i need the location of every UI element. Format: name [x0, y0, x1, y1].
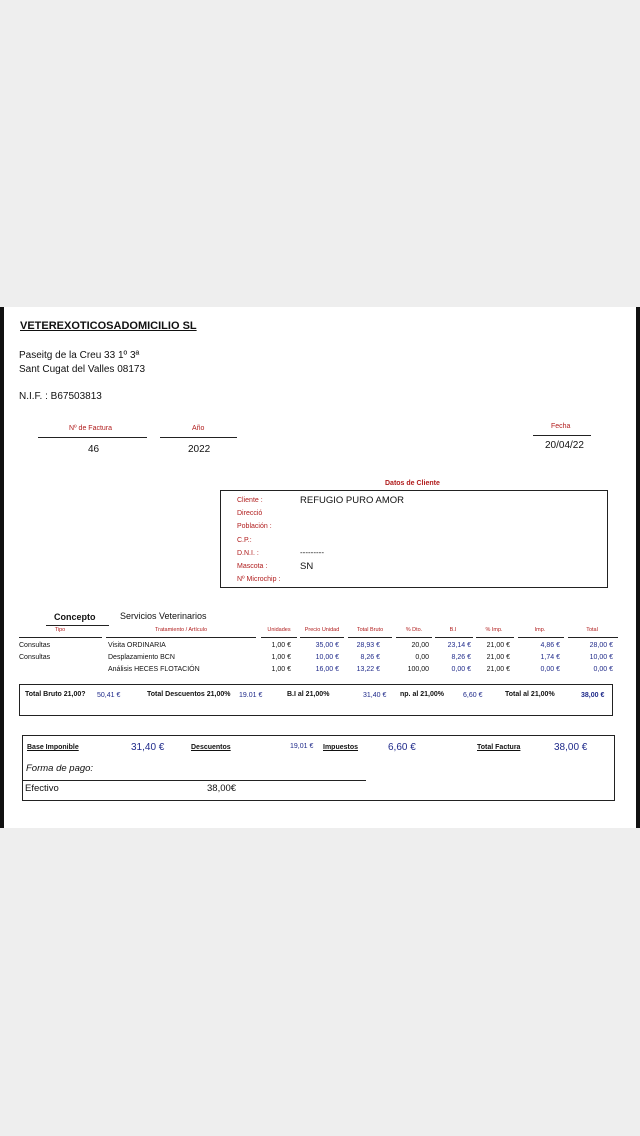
client-city-label: Población : — [237, 523, 272, 530]
totals-box — [19, 684, 613, 716]
client-name-value: REFUGIO PURO AMOR — [300, 495, 404, 506]
cell-total: 28,00 € — [589, 642, 613, 649]
th-tratamiento: Tratamiento / Artículo — [154, 627, 208, 633]
th-imp: Imp. — [534, 627, 546, 633]
total-bruto-value: 50,41 € — [97, 692, 121, 699]
th-rule — [106, 637, 256, 638]
payment-amount: 38,00€ — [207, 783, 237, 794]
client-dni-value: --------- — [300, 548, 324, 557]
invoice-number-line — [38, 437, 147, 438]
th-rule — [568, 637, 618, 638]
base-imponible-value: 31,40 € — [131, 742, 165, 753]
th-unidades: Unidades — [267, 627, 291, 633]
invoice-number-label: Nº de Factura — [69, 425, 113, 432]
client-address-label: Direcció — [237, 510, 263, 517]
client-microchip-label: Nº Microchip : — [237, 576, 281, 583]
th-rule — [300, 637, 344, 638]
cell-bi: 23,14 € — [447, 642, 471, 649]
th-precio-unidad: Precio Unidad — [304, 627, 340, 633]
cell-bruto: 8,26 € — [360, 654, 380, 661]
cell-unidades: 1,00 € — [271, 654, 291, 661]
concept-tab: Concepto — [54, 612, 96, 622]
concept-tab-underline — [46, 625, 109, 626]
total-factura-value: 38,00 € — [554, 742, 588, 753]
client-section-title: Datos de Cliente — [385, 480, 440, 487]
payment-method: Efectivo — [25, 783, 59, 794]
cell-precio: 16,00 € — [315, 666, 339, 673]
imp-value: 6,60 € — [463, 692, 483, 699]
cell-total: 10,00 € — [589, 654, 613, 661]
th-bi: B.I — [449, 627, 457, 633]
client-cp-label: C.P.: — [237, 537, 252, 544]
cell-imp: 0,00 € — [540, 666, 560, 673]
th-pct-imp: % Imp. — [485, 627, 503, 633]
invoice-year-label: Año — [192, 425, 205, 432]
base-imponible-label: Base Imponible — [27, 744, 79, 751]
company-address-line1: Paseitg de la Creu 33 1º 3ª — [19, 350, 140, 361]
cell-pct-imp: 21,00 € — [486, 642, 510, 649]
bi-label: B.I al 21,00% — [287, 691, 330, 698]
company-nif: N.I.F. : B67503813 — [19, 391, 102, 402]
cell-dto: 100,00 — [407, 666, 429, 673]
cell-tratamiento: Desplazamiento BCN — [108, 654, 175, 661]
th-rule — [518, 637, 564, 638]
client-box — [220, 490, 608, 588]
th-dto: % Dto. — [405, 627, 423, 633]
concept-value: Servicios Veterinarios — [120, 611, 207, 621]
invoice-date: 20/04/22 — [545, 440, 584, 451]
invoice-number: 46 — [88, 444, 100, 455]
summary-box — [22, 735, 615, 801]
cell-bruto: 13,22 € — [356, 666, 380, 673]
client-pet-value: SN — [300, 561, 314, 572]
th-total: Total — [586, 627, 598, 633]
descuentos-label: Descuentos — [191, 744, 231, 751]
cell-imp: 1,74 € — [540, 654, 560, 661]
invoice-date-label: Fecha — [551, 423, 571, 430]
cell-unidades: 1,00 € — [271, 666, 291, 673]
total-value: 38,00 € — [581, 692, 605, 699]
company-name: VETEREXOTICOSADOMICILIO SL — [20, 320, 197, 332]
cell-pct-imp: 21,00 € — [486, 666, 510, 673]
cell-imp: 4,86 € — [540, 642, 560, 649]
total-factura-label: Total Factura — [477, 744, 521, 751]
invoice-date-line — [533, 435, 591, 436]
total-bruto-label: Total Bruto 21,00? — [25, 691, 86, 698]
payment-label: Forma de pago: — [26, 763, 94, 774]
th-rule — [396, 637, 432, 638]
cell-bi: 8,26 € — [451, 654, 471, 661]
imp-label: np. al 21,00% — [400, 691, 444, 698]
cell-unidades: 1,00 € — [271, 642, 291, 649]
impuestos-value: 6,60 € — [388, 742, 416, 753]
client-name-label: Cliente : — [237, 497, 263, 504]
th-rule — [261, 637, 297, 638]
th-total-bruto: Total Bruto — [356, 627, 384, 633]
descuentos-value: 19,01 € — [290, 743, 314, 750]
th-rule — [348, 637, 392, 638]
cell-pct-imp: 21,00 € — [486, 654, 510, 661]
cell-tratamiento: Visita ORDINARIA — [108, 642, 166, 649]
th-tipo: Tipo — [54, 627, 66, 633]
page-right-edge — [636, 307, 640, 828]
cell-dto: 0,00 — [415, 654, 429, 661]
total-label: Total al 21,00% — [505, 691, 555, 698]
invoice-page — [0, 307, 640, 828]
cell-tipo: Consultas — [19, 654, 51, 661]
invoice-year: 2022 — [188, 444, 211, 455]
cell-tipo: Consultas — [19, 642, 51, 649]
cell-bruto: 28,93 € — [356, 642, 380, 649]
cell-total: 0,00 € — [593, 666, 613, 673]
invoice-year-line — [160, 437, 237, 438]
cell-bi: 0,00 € — [451, 666, 471, 673]
cell-dto: 20,00 — [411, 642, 429, 649]
cell-precio: 10,00 € — [315, 654, 339, 661]
cell-precio: 35,00 € — [315, 642, 339, 649]
th-rule — [476, 637, 514, 638]
payment-divider — [23, 780, 366, 781]
total-descuentos-label: Total Descuentos 21,00% — [147, 691, 231, 698]
cell-tratamiento: Análisis HECES FLOTACIÓN — [108, 666, 200, 673]
client-dni-label: D.N.I. : — [237, 550, 259, 557]
company-address-line2: Sant Cugat del Valles 08173 — [19, 364, 146, 375]
th-rule — [435, 637, 473, 638]
impuestos-label: Impuestos — [323, 744, 359, 751]
total-descuentos-value: 19.01 € — [239, 692, 263, 699]
client-pet-label: Mascota : — [237, 563, 268, 570]
bi-value: 31,40 € — [363, 692, 387, 699]
th-rule — [19, 637, 102, 638]
page-left-edge — [0, 307, 4, 828]
